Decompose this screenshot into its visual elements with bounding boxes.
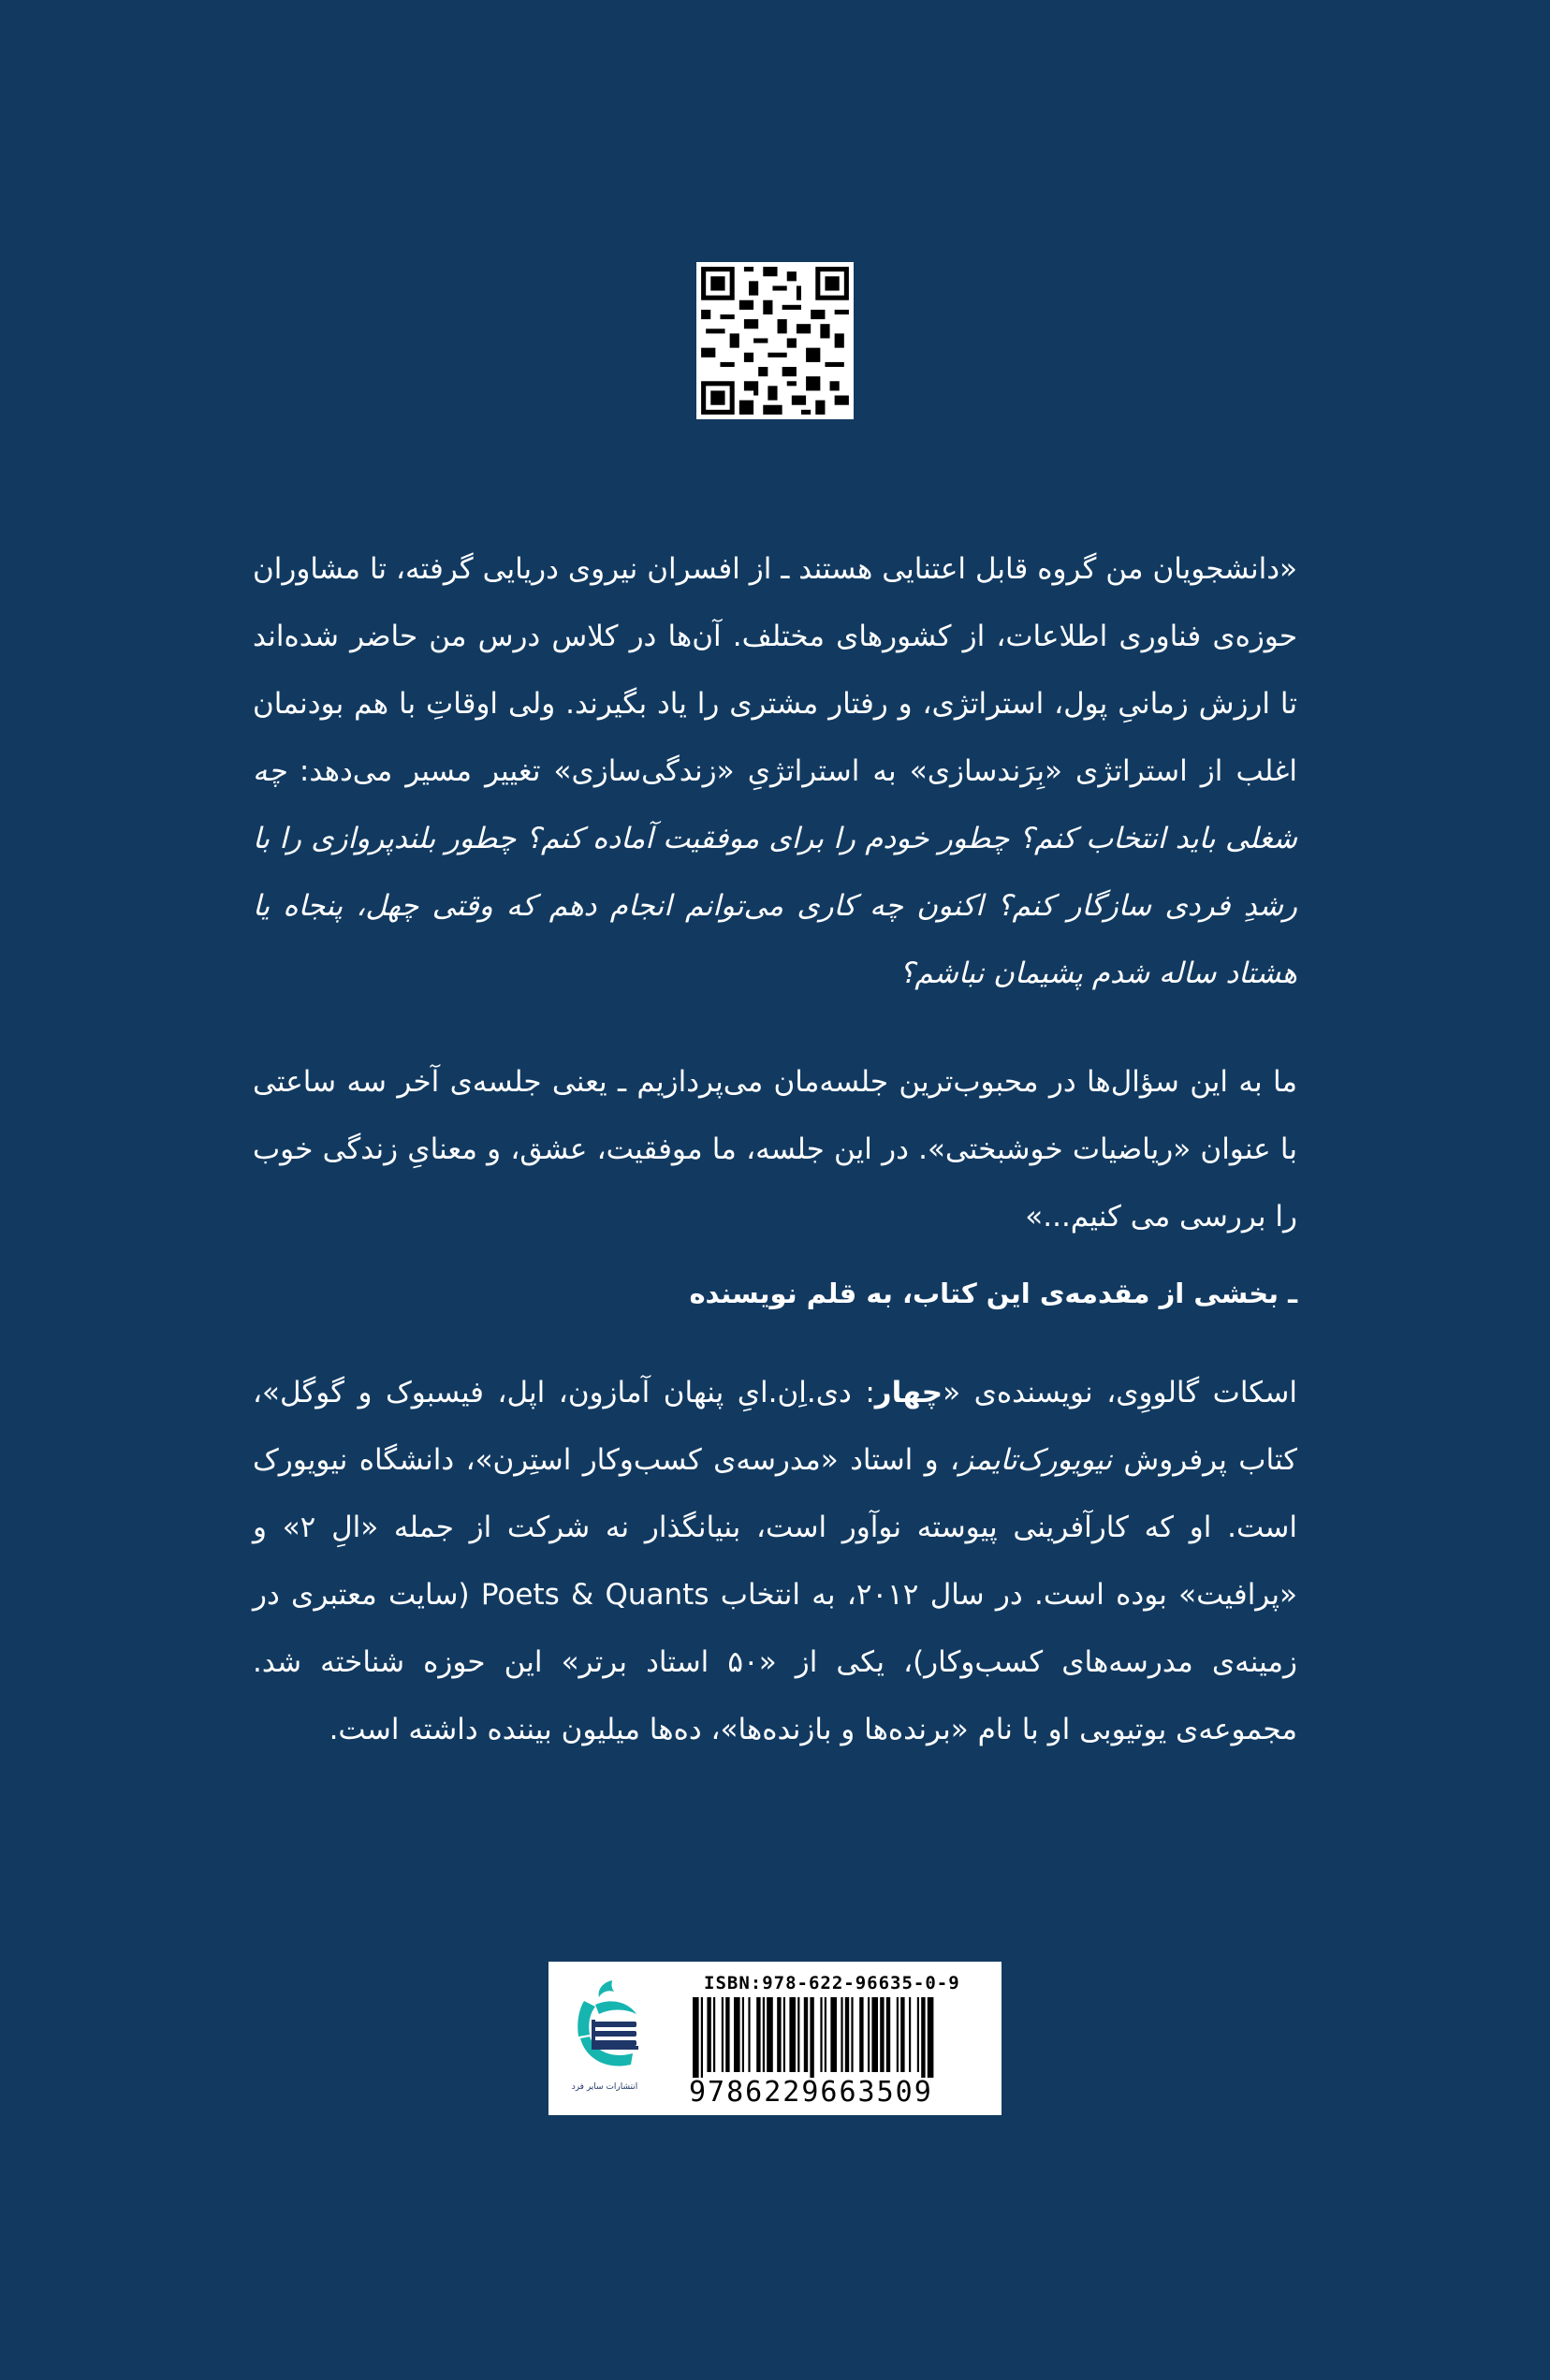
blurb-paragraph-2-text: ما به این سؤال‌ها در محبوب‌ترین جلسه‌مان می‌پردازیم ـ یعنی جلسه‌ی آخر سه ساعتی با عنوان «ریاضیات خوشبختی». در این جلسه، ما موفقیت، عشق، و معنایِ زندگی خوب را بررسی می کنیم...»	[253, 1065, 1297, 1234]
barcode-bar	[725, 1997, 729, 2072]
qr-code[interactable]	[696, 262, 854, 419]
barcode-bar	[756, 1997, 760, 2072]
barcode-bar	[830, 1997, 837, 2072]
barcode-bar	[868, 1997, 870, 2072]
barcode-bar	[909, 1997, 911, 2072]
barcode-bar	[804, 1997, 808, 2072]
barcode-bar	[825, 1997, 826, 2072]
quote-attribution: ـ بخشی از مقدمه‌ی این کتاب، به قلم نویسنده	[689, 1278, 1297, 1309]
barcode-bar	[797, 1997, 799, 2072]
barcode-bar	[763, 1997, 765, 2072]
barcode-digits: 9786229663509	[689, 2076, 933, 2109]
publisher-logo-icon	[558, 1973, 651, 2104]
barcode-bar	[742, 1997, 744, 2072]
barcode-bar	[900, 1997, 904, 2072]
poets-quants-brand: Poets & Quants	[480, 1578, 709, 1612]
barcode-icon	[689, 1997, 987, 2078]
blurb-paragraph-1	[253, 535, 1297, 1007]
barcode-bar	[841, 1997, 842, 2072]
barcode-bar	[783, 1997, 785, 2072]
barcode-bar	[767, 1997, 773, 2072]
publisher-logo	[558, 1973, 651, 2104]
author-bio-text-1: اسکات گالووِی، نویسنده‌ی «	[943, 1376, 1298, 1409]
blurb-paragraph-2	[253, 1048, 1297, 1250]
barcode-bar	[880, 1997, 884, 2072]
barcode-bar	[707, 1997, 710, 2072]
barcode-bar	[897, 1997, 899, 2072]
author-bio-text-4: (سایت معتبری در زمینه‌ی مدرسه‌های کسب‌وکار)، یکی از «۵۰ استاد برتر» این حوزه شناخته شد. مجموعه‌ی یوتیوبی او با نام «برنده‌ها و بازنده‌ها»، ده‌ها میلیون بیننده داشته است.	[253, 1578, 1298, 1746]
barcode-bar	[859, 1997, 863, 2072]
isbn-barcode-panel	[548, 1962, 1002, 2115]
barcode-bar	[722, 1997, 724, 2072]
barcode-bar	[810, 1997, 813, 2078]
barcode-bar	[886, 1997, 890, 2072]
barcode-bar	[734, 1997, 740, 2072]
barcode-bar	[748, 1997, 750, 2072]
blurb-paragraph-1-questions: چه شغلی باید انتخاب کنم؟ چطور خودم را برای موفقیت آماده کنم؟ چطور بلندپروازی را با رشدِ فردی سازگار کنم؟ اکنون چه کاری می‌توانم انجام دهم که وقتی چهل، پنجاه یا هشتاد ساله شدم پشیمان نباشم؟	[253, 754, 1297, 990]
nyt-name: نیویورک‌تایمز	[958, 1443, 1113, 1477]
barcode-bar	[693, 1997, 699, 2078]
isbn-label: ISBN:978-622-96635-0-9	[704, 1973, 960, 1993]
barcode-bar	[928, 1997, 934, 2078]
publisher-logo-text: انتشارات سایر فرد	[571, 2082, 638, 2092]
author-bio-text-3: ، و استاد «مدرسه‌ی کسب‌وکار استِرن»، دانشگاه نیویورک است. او که کارآفرینی پیوسته نوآور است، بنیانگذار نه شرکت از جمله «الِ ۲» و «پرافیت» بوده است. در سال ۲۰۱۲، به انتخاب	[253, 1443, 1298, 1612]
barcode-bar	[820, 1997, 822, 2072]
barcode-bar	[701, 1997, 703, 2078]
barcode-bar	[851, 1997, 853, 2072]
author-bio-text-2: : دی.اِن.ایِ پنهان آمازون، اپل، فیسبوک و گوگل»، کتاب پرفروش	[253, 1376, 1297, 1477]
barcode-bar	[917, 1997, 919, 2072]
barcode-bar	[921, 1997, 925, 2078]
barcode	[689, 1997, 987, 2078]
barcode-bar	[777, 1997, 781, 2072]
qr-code-icon	[696, 262, 854, 419]
barcode-bar	[845, 1997, 849, 2072]
blurb-paragraph-1-text: «دانشجویان من گروه قابل اعتنایی هستند ـ از افسران نیروی دریایی گرفته، تا مشاوران حوزه‌ی فناوری اطلاعات، از کشورهای مختلف. آن‌ها در کلاس درس من حاضر شده‌اند تا ارزش زمانیِ پول، استراتژی، و رفتار مشتری را یاد بگیرند. ولی اوقاتِ با هم بودنمان اغلب از استراتژی «بِرَندسازی» به استراتژیِ «زندگی‌سازی» تغییر مسیر می‌دهد:	[253, 552, 1297, 788]
author-bio	[253, 1359, 1297, 1763]
barcode-bar	[871, 1997, 878, 2072]
barcode-bar	[789, 1997, 796, 2072]
book-title: چهار	[874, 1376, 943, 1409]
barcode-bar	[713, 1997, 715, 2072]
